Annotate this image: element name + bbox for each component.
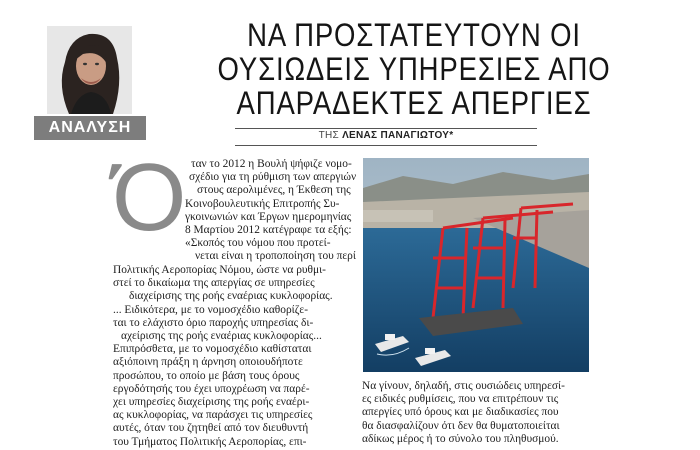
body-line: Κοινοβουλευτικής Επιτροπής Συ- [185,197,340,210]
author-photo [47,26,132,114]
harbor-photo [363,158,589,372]
headline-line-3: ΑΠΑΡΑΔΕΚΤΕΣ ΑΠΕΡΓΙΕΣ [236,85,592,121]
body-text-indented [185,158,355,264]
byline-prefix: ΤΗΣ [318,130,339,141]
headline [199,18,629,120]
body-line: ται το ελάχιστο όριο παροχής υπηρεσίας δι- [113,316,314,329]
body-line: ... Ειδικότερα, με το νομοσχέδιο καθορίζε- [113,303,308,316]
body-line: προσώπου, το οποίο με βάση τους όρους [113,369,300,382]
body-line: στους αερολιμένες, η Έκθεση της [197,184,351,197]
body-line: στεί το δικαίωμα της απεργίας σε υπηρεσίες [113,277,315,290]
body-line: Επιπρόσθετα, με το νομοσχέδιο καθίσταται [113,343,312,356]
body-line: «Σκοπός του νόμου που προτεί- [185,237,331,250]
body-line: χει υπηρεσίες διαχείρισης της ροής εναέρι- [113,396,310,409]
section-bar [34,116,146,140]
body-line: αχείρισης της ροής εναέριας κυκλοφορίας... [121,330,322,343]
body-line: αυτές, όταν του ζητηθεί από τον διευθυντή [113,422,309,435]
body-line: θα διασφαλίζουν ότι δεν θα θυματοποιείται [362,419,560,432]
body-line: διαχείρισης της ροής εναέριας κυκλοφορίας. [129,290,333,303]
body-line: νεται είναι η τροποποίηση του περί [195,250,356,263]
body-line: γκοινωνιών και Έργων ημερομηνίας [185,210,352,223]
body-line: απεργίες υπό όρους και με διαδικασίες που [362,406,559,419]
drop-cap: Ό [112,144,187,251]
headline-line-1: ΝΑ ΠΡΟΣΤΑΤΕΥΤΟΥΝ ΟΙ [247,17,581,53]
byline-rule-bottom [235,145,537,146]
byline-author: ΛΕΝΑΣ ΠΑΝΑΓΙΩΤΟΥ* [342,130,454,141]
body-line: Να γίνουν, δηλαδή, στις ουσιώδεις υπηρεσί- [362,380,565,392]
body-text-right [362,380,594,446]
byline [235,130,537,141]
body-line: Πολιτικής Αεροπορίας Νόμου, ώστε να ρυθμι- [113,264,326,276]
body-text-full [113,264,358,449]
body-line: του Τμήματος Πολιτικής Αεροπορίας, επι- [113,435,307,448]
section-label: ΑΝΑΛΥΣΗ [48,119,132,136]
body-line: ας κυκλοφορίας, να παράσχει τις υπηρεσίες [113,409,313,422]
body-line: ταν το 2012 η Βουλή ψήφιζε νομο- [191,158,352,170]
byline-rule-top [235,128,537,129]
headline-line-2: ΟΥΣΙΩΔΕΙΣ ΥΠΗΡΕΣΙΕΣ ΑΠΟ [217,51,611,87]
body-line: 8 Μαρτίου 2012 κατέγραφε τα εξής: [185,224,352,237]
body-line: αδίκως μέρος ή το σύνολο του πληθυσμού. [362,432,559,445]
body-line: αξιόποινη πράξη η άρνηση οποιουδήποτε [113,356,303,369]
body-line: εργοδότησής του έχει υποχρέωση να παρέ- [113,382,310,395]
body-line: σχέδιο για τη ρύθμιση των απεργιών [189,171,357,184]
body-line: ες ειδικές ρυθμίσεις, που να επιτρέπουν τις [362,393,559,406]
